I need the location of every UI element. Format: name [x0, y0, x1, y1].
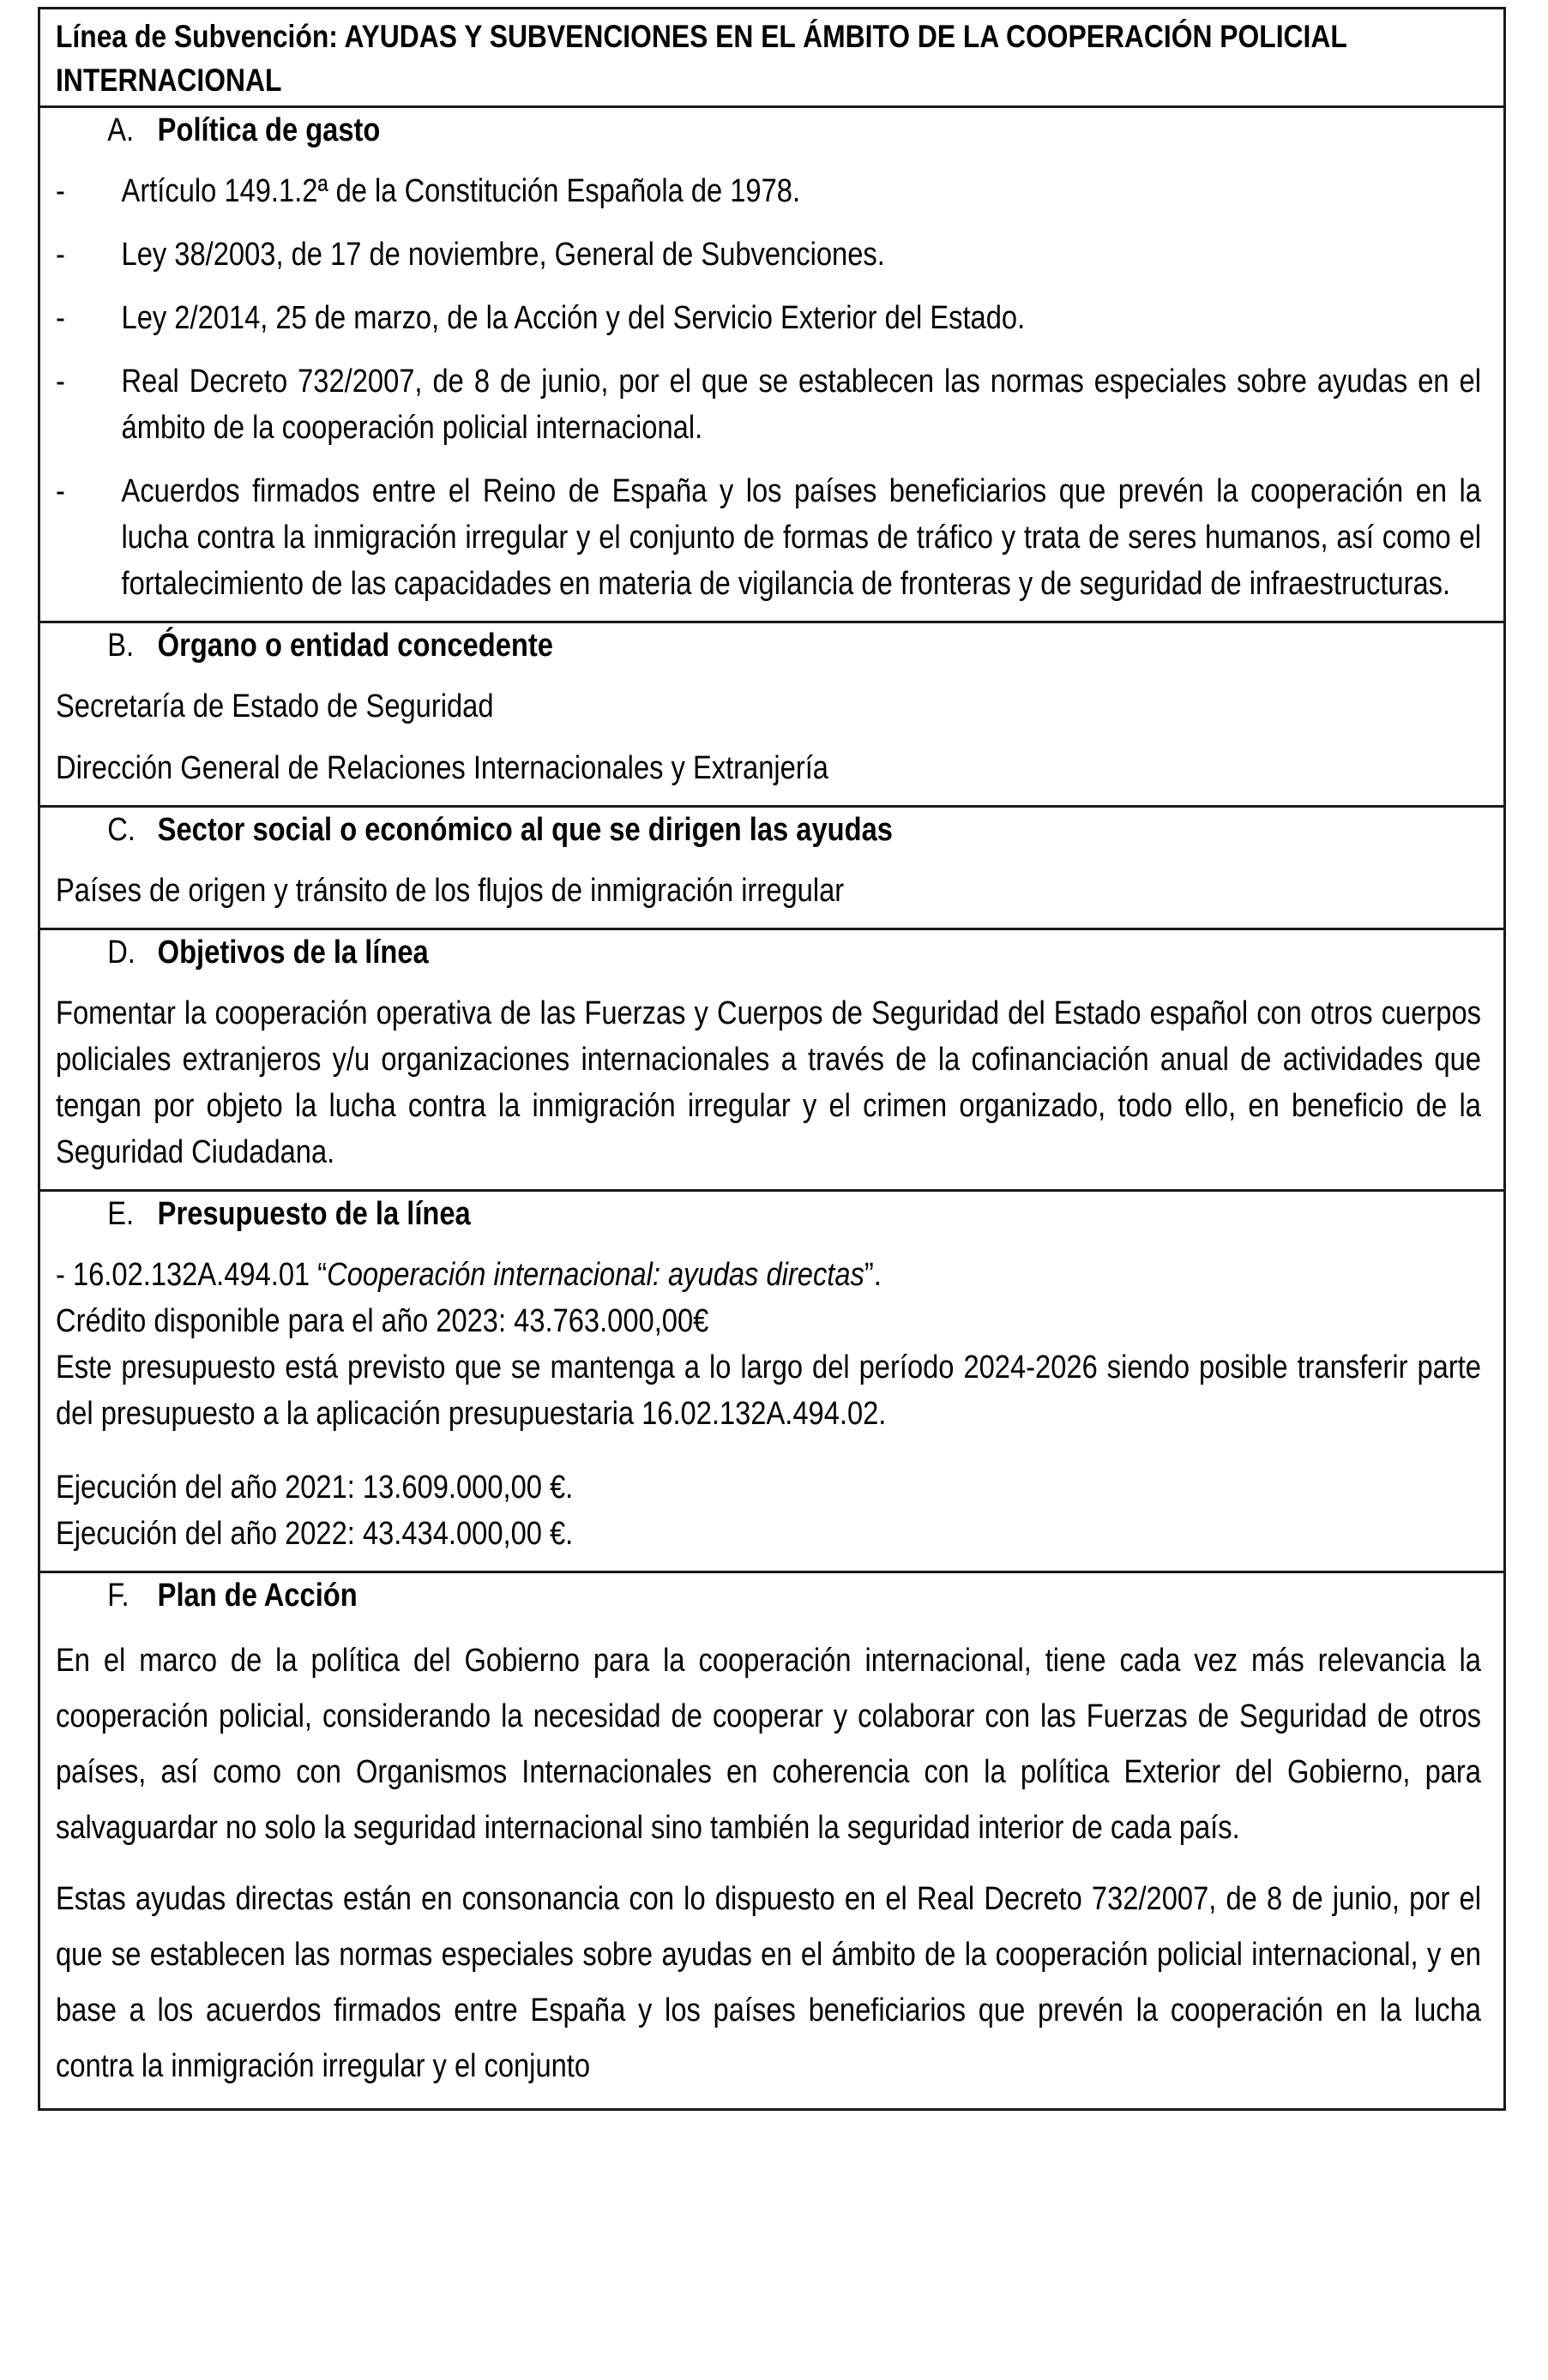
section-e — [40, 1189, 1503, 1571]
section-letter: E. — [107, 1196, 135, 1232]
line-title-cell — [40, 9, 1503, 105]
section-f — [40, 1571, 1503, 2108]
action-plan-paragraph: En el marco de la política del Gobierno para la cooperación internacional, tiene cada vez más relevancia la cooperación policial, considerando la necesidad de cooperar y colaborar con las Fuerzas de Seguridad de otros países, así como con Organismos Internacionales en coherencia con la política Exterior del Gobierno, para salvaguardar no solo la seguridad internacional sino también la seguridad interior de cada país. — [56, 1643, 1481, 1846]
list-item: - Real Decreto 732/2007, de 8 de junio, por el que se establecen las normas especiales sobre ayudas en el ámbito de la cooperación policial internacional. — [56, 358, 1481, 451]
dash-bullet: - — [56, 364, 65, 400]
list-item: - Artículo 149.1.2ª de la Constitución Española de 1978. — [56, 168, 1481, 214]
budget-line: - 16.02.132A.494.01 “Cooperación internacional: ayudas directas”. — [56, 1257, 882, 1293]
dash-bullet: - — [56, 237, 65, 273]
granting-body-line: Secretaría de Estado de Seguridad — [56, 688, 494, 724]
action-plan-paragraph: Estas ayudas directas están en consonancia con lo dispuesto en el Real Decreto 732/2007, de 8 de junio, por el que se establecen las normas especiales sobre ayudas en el ámbito de la cooperación policial internacional, y en base a los acuerdos firmados entre España y los países beneficiarios que prevén la cooperación en la lucha contra la inmigración irregular y el conjunto — [56, 1881, 1481, 2084]
legal-basis-list — [56, 168, 1485, 607]
section-b — [40, 621, 1503, 805]
list-item: - Ley 2/2014, 25 de marzo, de la Acción y del Servicio Exterior del Estado. — [56, 295, 1481, 341]
objectives-text: Fomentar la cooperación operativa de las Fuerzas y Cuerpos de Seguridad del Estado español con otros cuerpos policiales extranjeros y/u organizaciones internacionales a través de la cofinanciación anual de actividades que tengan por objeto la lucha contra la inmigración irregular y el crimen organizado, todo ello, en beneficio de la Seguridad Ciudadana. — [56, 995, 1481, 1170]
execution-2021: Ejecución del año 2021: 13.609.000,00 €. — [56, 1469, 574, 1506]
section-a-heading — [56, 108, 1533, 153]
line-title: Línea de Subvención: AYUDAS Y SUBVENCIONES EN EL ÁMBITO DE LA COOPERACIÓN POLICIAL INTERNACIONAL — [56, 19, 1347, 98]
section-title: Objetivos de la línea — [157, 935, 429, 971]
section-title: Política de gasto — [157, 112, 381, 148]
list-item: - Ley 38/2003, de 17 de noviembre, General de Subvenciones. — [56, 231, 1481, 278]
section-e-heading — [56, 1192, 1533, 1236]
section-letter: B. — [107, 628, 135, 664]
budget-forecast: Este presupuesto está previsto que se mantenga a lo largo del período 2024-2026 siendo posible transferir parte del presupuesto a la aplicación presupuestaria 16.02.132A.494.02. — [56, 1349, 1481, 1432]
dash-bullet: - — [56, 473, 65, 509]
section-letter: F. — [107, 1578, 130, 1614]
section-f-heading — [56, 1573, 1533, 1618]
section-d-heading — [56, 930, 1533, 975]
section-title: Presupuesto de la línea — [157, 1196, 471, 1232]
section-b-heading — [56, 623, 1533, 668]
section-title: Plan de Acción — [157, 1578, 358, 1614]
section-c — [40, 805, 1503, 928]
granting-body-line: Dirección General de Relaciones Internacionales y Extranjería — [56, 750, 828, 786]
list-item: - Acuerdos firmados entre el Reino de España y los países beneficiarios que prevén la cooperación en la lucha contra la inmigración irregular y el conjunto de formas de tráfico y trata de seres humanos, así como el fortalecimiento de las capacidades en materia de vigilancia de fronteras y de seguridad de infraestructuras. — [56, 468, 1481, 607]
section-title: Órgano o entidad concedente — [157, 628, 553, 664]
section-letter: A. — [107, 112, 135, 148]
dash-bullet: - — [56, 300, 65, 336]
section-c-heading — [56, 808, 1533, 852]
section-letter: C. — [107, 812, 136, 848]
budget-line-name: Cooperación internacional: ayudas directas — [327, 1257, 864, 1293]
available-credit: Crédito disponible para el año 2023: 43.763.000,00€ — [56, 1303, 709, 1339]
dash-bullet: - — [56, 173, 65, 209]
section-letter: D. — [107, 935, 136, 971]
section-title: Sector social o económico al que se dirigen las ayudas — [157, 812, 893, 848]
section-d — [40, 928, 1503, 1189]
execution-2022: Ejecución del año 2022: 43.434.000,00 €. — [56, 1516, 574, 1552]
section-a — [40, 105, 1503, 621]
document-table — [38, 7, 1506, 2111]
target-sector-text: Países de origen y tránsito de los flujos de inmigración irregular — [56, 873, 845, 909]
